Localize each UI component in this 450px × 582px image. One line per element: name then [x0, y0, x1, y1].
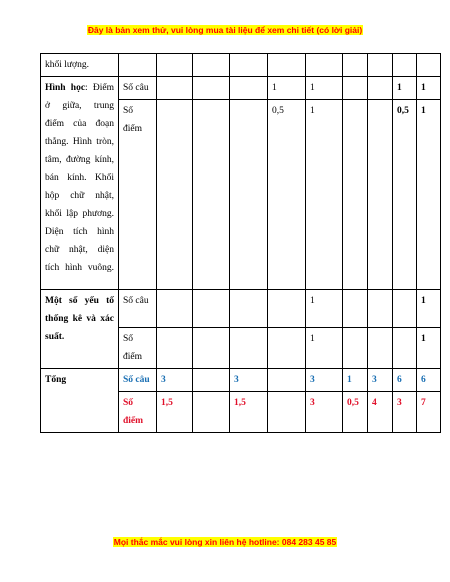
total-question-row: [41, 369, 441, 392]
geometry-topic-cell: [41, 77, 119, 290]
cell: [230, 290, 268, 328]
cell: [268, 290, 306, 328]
cell: 1: [268, 77, 306, 100]
geometry-topic-text: : Điểm ở giữa, trung điểm của đoạn thẳng. Hình tròn, tâm, đường kính, bán kính. Khối hộp chữ nhật, khối lập phương. Diện tích hình chữ nhật, diện tích hình vuông.: [45, 83, 114, 273]
cell: [368, 100, 393, 290]
cell: 1: [417, 77, 441, 100]
hotline-text: Mọi thắc mắc vui lòng xin liên hệ hotline: 084 283 45 85: [113, 537, 337, 547]
cell: 1: [306, 100, 343, 290]
cell: [393, 328, 417, 369]
cell: 0,5: [393, 100, 417, 290]
cell: 1: [306, 290, 343, 328]
cell: 1: [417, 290, 441, 328]
cell: 3: [306, 369, 343, 392]
geometry-question-row: [41, 77, 441, 100]
cell: 1,5: [230, 392, 268, 433]
cell: [157, 77, 193, 100]
cell: [230, 77, 268, 100]
cell: 3: [393, 392, 417, 433]
total-label-cell: Tổng: [41, 369, 119, 433]
cell: [157, 328, 193, 369]
cell: [193, 392, 230, 433]
cell: [343, 290, 368, 328]
cell: 3: [306, 392, 343, 433]
cell: 3: [368, 369, 393, 392]
cell: 1: [306, 328, 343, 369]
hotline-footer-banner: [0, 537, 450, 547]
cell: 1: [306, 77, 343, 100]
cell: 7: [417, 392, 441, 433]
exam-matrix-table: [40, 53, 441, 433]
cell: [393, 290, 417, 328]
cell: [268, 369, 306, 392]
row-label: Số câu: [119, 290, 157, 328]
cell: [343, 100, 368, 290]
row-label: Số câu: [119, 77, 157, 100]
cell: 3: [157, 369, 193, 392]
cell: 6: [417, 369, 441, 392]
geometry-title: Hình học: [45, 83, 86, 93]
cell: 1: [343, 369, 368, 392]
cell: [193, 369, 230, 392]
cell: [268, 392, 306, 433]
cell: [343, 77, 368, 100]
statistics-topic-cell: Một số yếu tố thống kê và xác suất.: [41, 290, 119, 369]
cell: [157, 290, 193, 328]
cell: [193, 328, 230, 369]
row-label: Số câu: [119, 369, 157, 392]
cell: [157, 100, 193, 290]
continued-row: [41, 54, 441, 77]
cell: [368, 328, 393, 369]
cell: 0,5: [343, 392, 368, 433]
statistics-question-row: [41, 290, 441, 328]
preview-notice-banner: [0, 25, 450, 35]
cell: 4: [368, 392, 393, 433]
cell: 1: [417, 328, 441, 369]
preview-notice-text: Đây là bản xem thử, vui lòng mua tài liệu để xem chi tiết (có lời giải): [87, 25, 363, 35]
cell: [193, 77, 230, 100]
cell: [268, 328, 306, 369]
cell: 6: [393, 369, 417, 392]
cell: 3: [230, 369, 268, 392]
cell: [230, 328, 268, 369]
continued-topic-cell: khối lượng.: [41, 54, 119, 77]
cell: [343, 328, 368, 369]
cell: 1,5: [157, 392, 193, 433]
row-label: Số điểm: [119, 392, 157, 433]
cell: [193, 290, 230, 328]
cell: [230, 100, 268, 290]
row-label: Số điểm: [119, 328, 157, 369]
cell: 0,5: [268, 100, 306, 290]
cell: [193, 100, 230, 290]
cell: 1: [417, 100, 441, 290]
row-label: Số điểm: [119, 100, 157, 290]
cell: [368, 77, 393, 100]
cell: [368, 290, 393, 328]
cell: 1: [393, 77, 417, 100]
